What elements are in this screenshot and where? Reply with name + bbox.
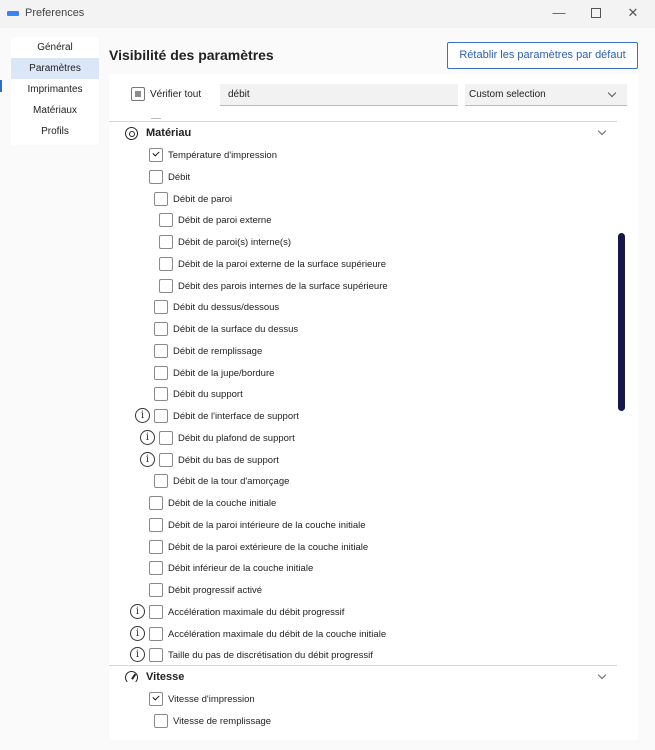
filter-toolbar <box>109 82 638 108</box>
setting-checkbox[interactable] <box>149 692 163 706</box>
chevron-down-icon <box>608 89 616 97</box>
sidebar-item-settings[interactable]: Paramètres <box>11 58 99 79</box>
setting-label: Débit de la jupe/bordure <box>173 367 275 379</box>
category-material[interactable] <box>109 121 617 141</box>
window-edge-accent <box>0 80 2 92</box>
settings-panel <box>109 74 638 740</box>
sidebar-item-materials[interactable]: Matériaux <box>33 105 77 116</box>
setting-label: Température d'impression <box>168 150 277 161</box>
category-label: Matériau <box>146 127 192 139</box>
setting-row[interactable] <box>109 189 617 209</box>
setting-label: Débit de l'interface de support <box>173 411 299 422</box>
title-bar <box>0 0 655 28</box>
sidebar-item-general[interactable]: Général <box>37 42 73 53</box>
preset-dropdown[interactable] <box>465 84 627 106</box>
scrollbar-thumb[interactable] <box>618 233 625 411</box>
maximize-icon <box>591 8 601 18</box>
setting-checkbox[interactable] <box>154 300 168 314</box>
preset-value: Custom selection <box>469 89 546 100</box>
filter-input[interactable] <box>220 84 458 106</box>
setting-checkbox[interactable] <box>154 322 168 336</box>
maximize-button[interactable] <box>578 2 614 26</box>
setting-checkbox[interactable] <box>149 540 163 554</box>
setting-checkbox[interactable] <box>149 170 163 184</box>
category-label: Vitesse <box>146 671 185 683</box>
setting-checkbox[interactable] <box>159 235 173 249</box>
setting-row[interactable] <box>109 558 617 578</box>
info-icon[interactable]: i <box>130 626 145 641</box>
setting-label: Accélération maximale du débit de la couche initiale <box>168 628 387 640</box>
setting-row[interactable] <box>109 689 617 709</box>
setting-row[interactable] <box>109 406 617 426</box>
setting-label: Débit de paroi <box>173 193 233 205</box>
info-icon[interactable]: i <box>140 430 155 445</box>
sidebar <box>11 37 99 145</box>
setting-label: Débit de la couche initiale <box>168 498 277 509</box>
setting-row[interactable] <box>109 580 617 600</box>
setting-row[interactable] <box>109 537 617 557</box>
setting-label: Débit de la paroi externe de la surface supérieure <box>178 258 387 270</box>
chevron-down-icon <box>598 127 606 135</box>
material-icon <box>125 127 138 140</box>
setting-label: Débit de la surface du dessus <box>173 324 299 335</box>
setting-row[interactable] <box>109 341 617 361</box>
close-button[interactable]: ✕ <box>627 5 639 20</box>
setting-label: Débit de paroi externe <box>178 215 272 227</box>
setting-row[interactable] <box>109 493 617 513</box>
setting-checkbox[interactable] <box>159 279 173 293</box>
setting-row[interactable] <box>109 297 617 317</box>
setting-row[interactable] <box>109 624 617 644</box>
info-icon[interactable]: i <box>135 408 150 423</box>
setting-checkbox[interactable] <box>159 257 173 271</box>
chevron-down-icon <box>598 671 606 679</box>
setting-row[interactable] <box>109 645 617 665</box>
setting-checkbox[interactable] <box>149 583 163 597</box>
setting-row[interactable] <box>109 515 617 535</box>
setting-checkbox[interactable] <box>154 344 168 358</box>
setting-label: Débit progressif activé <box>168 585 262 596</box>
setting-row[interactable] <box>109 363 617 383</box>
setting-label: Taille du pas de discrétisation du débit progressif <box>168 650 373 662</box>
setting-label: Débit du support <box>173 389 243 401</box>
setting-row[interactable] <box>109 711 617 731</box>
sidebar-item-profiles[interactable]: Profils <box>41 126 69 137</box>
setting-label: Débit de la paroi extérieure de la couche initiale <box>168 541 369 553</box>
info-icon[interactable]: i <box>130 647 145 662</box>
setting-checkbox[interactable] <box>149 561 163 575</box>
setting-row[interactable] <box>109 450 617 470</box>
setting-checkbox[interactable] <box>149 648 163 662</box>
setting-row[interactable] <box>109 384 617 404</box>
setting-row[interactable] <box>109 254 617 274</box>
setting-checkbox[interactable] <box>154 387 168 401</box>
info-icon[interactable]: i <box>140 452 155 467</box>
minimize-button[interactable]: — <box>552 5 566 20</box>
check-all-label: Vérifier tout <box>150 89 202 100</box>
setting-label: Vitesse d'impression <box>168 694 255 705</box>
setting-row[interactable] <box>109 602 617 622</box>
setting-checkbox[interactable] <box>149 148 163 162</box>
setting-checkbox[interactable] <box>154 192 168 206</box>
setting-checkbox[interactable] <box>149 605 163 619</box>
setting-checkbox[interactable] <box>154 409 168 423</box>
setting-checkbox[interactable] <box>154 474 168 488</box>
info-icon[interactable]: i <box>130 604 145 619</box>
setting-checkbox[interactable] <box>149 496 163 510</box>
setting-label: Débit <box>168 171 191 183</box>
check-all-checkbox[interactable] <box>131 87 145 101</box>
speed-icon <box>125 671 138 684</box>
setting-label: Débit du dessus/dessous <box>173 302 280 314</box>
setting-checkbox[interactable] <box>159 453 173 467</box>
setting-label: Débit de la paroi intérieure de la couche initiale <box>168 519 366 531</box>
setting-row[interactable] <box>109 145 617 165</box>
sidebar-item-printers[interactable]: Imprimantes <box>27 84 83 95</box>
setting-label: Débit des parois internes de la surface supérieure <box>178 280 388 292</box>
setting-label: Vitesse de remplissage <box>173 715 272 727</box>
divider <box>151 118 161 119</box>
setting-row[interactable] <box>109 471 617 491</box>
setting-checkbox[interactable] <box>154 714 168 728</box>
setting-label: Débit de paroi(s) interne(s) <box>178 237 291 248</box>
setting-row[interactable] <box>109 210 617 230</box>
setting-checkbox[interactable] <box>149 518 163 532</box>
setting-row[interactable] <box>109 428 617 448</box>
setting-row[interactable] <box>109 232 617 252</box>
window-title: Preferences <box>25 7 85 19</box>
page-title: Visibilité des paramètres <box>109 47 274 63</box>
setting-checkbox[interactable] <box>159 431 173 445</box>
setting-checkbox[interactable] <box>149 627 163 641</box>
setting-row[interactable] <box>109 276 617 296</box>
setting-checkbox[interactable] <box>159 213 173 227</box>
app-icon <box>7 11 19 16</box>
setting-row[interactable] <box>109 319 617 339</box>
setting-checkbox[interactable] <box>154 366 168 380</box>
reset-defaults-button[interactable]: Rétablir les paramètres par défaut <box>447 42 638 69</box>
setting-label: Débit de remplissage <box>173 345 263 357</box>
setting-row[interactable] <box>109 167 617 187</box>
setting-label: Débit de la tour d'amorçage <box>173 476 290 488</box>
category-speed[interactable] <box>109 665 617 685</box>
setting-label: Débit du plafond de support <box>178 432 295 444</box>
setting-label: Débit inférieur de la couche initiale <box>168 563 314 575</box>
setting-label: Débit du bas de support <box>178 454 279 466</box>
setting-label: Accélération maximale du débit progressif <box>168 606 345 618</box>
